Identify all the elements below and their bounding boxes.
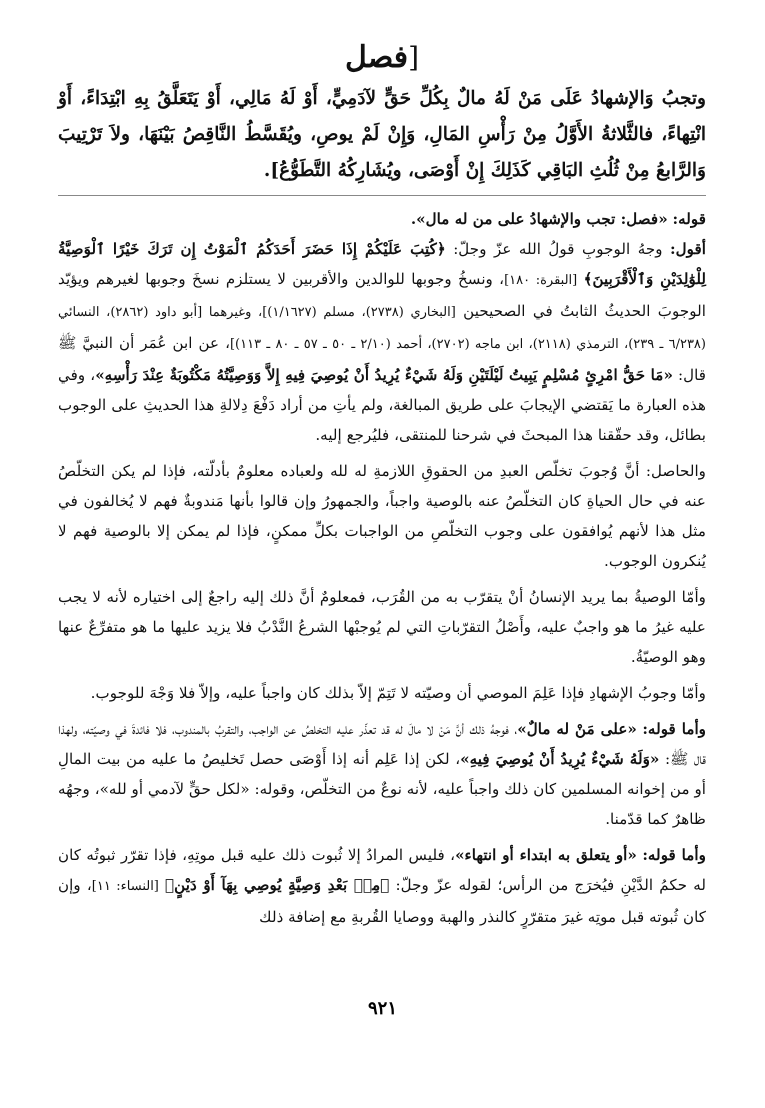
commentary-paragraph-4: وأمّا وجوبُ الإشهادِ فإذا عَلِمَ الموصي أن وصيّته لا تَتِمّ إلاّ بذلك كان واجباً عليه، وإلاّ فلا وَجْهَ للوجوب. bbox=[90, 684, 706, 702]
aqul-word: أقول: bbox=[670, 240, 706, 258]
hadith-text: «وَلَهُ شَيْءٌ يُرِيدُ أَنْ يُوصِيَ فِيهِ» bbox=[460, 750, 660, 768]
matn-quote: «فصل: تجب والإشهادُ على من له مال». bbox=[410, 210, 668, 228]
commentary-text: وجهُ الوجوبِ قولُ الله عزّ وجلّ: bbox=[453, 240, 663, 258]
verse-reference: [النساء: ١١] bbox=[91, 879, 159, 894]
section-title bbox=[58, 40, 706, 75]
commentary-paragraph-2: والحاصل: أنَّ وُجوبَ تخلّص العبدِ من الحقوقِ اللازمةِ له لله ولعباده معلومٌ بأدلّته، فإذا لم يكن التخلّصُ عنه في حال الحياةِ كان التخلّصُ عنه بالوصية واجباً، والجمهورُ وإن قالوا بأنها مَندوبةٌ فهم لا يُخالفون في مثل هذا لأنهم يُوافقون على وجوب التخلّصِ من الواجبات بكلِّ ممكنٍ، فإذا لم يمكن إلا بالوصية فهم لا يُنكرون الوجوب. bbox=[58, 462, 706, 570]
matn-text: وتجبُ وَالإشهادُ عَلَى مَنْ لَهُ مالٌ بِكُلِّ حَقٍّ لآدَمِيٍّ، أَوْ لَهُ مَالِي، أَوْ يَتَعَلَّقُ بِهِ ابْتِدَاءً، أَوْ انْتِهاءً، فالثَّلاثةُ الأَوَّلُ مِنْ رَأْسِ المَالِ، وَإِنْ لَمْ يوصِ، ويُقَسَّطُ النَّاقِصُ بَيْنَهَا، ولاَ تَرْتِيبَ وَالرَّابعُ مِنْ ثُلُثِ البَاقِي كَذَلِكَ إِنْ أَوْصَى، ويُشَارِكُهُ التَّطَوُّعُ]. bbox=[58, 88, 706, 181]
commentary-text: ، فليس المرادُ إلا ثُبوت ذلك عليه قبل موتِهِ، فإذا تقرّر ثبوتُه كان له حكمُ الدَّيْنِ فيُخرَج من الرأس؛ لقوله عزّ وجلّ: bbox=[58, 846, 707, 894]
commentary-text: ، وفي هذه العبارة ما يَقتضي الإيجابَ على طريق المبالغة، ولم يأتِ من أراد دَفْعَ دِلالةِ هذا الحديثِ على الوجوب بطائل، وقد حقّقنا هذا المبحثَ في شرحنا للمنتقى، فليُرجع إليه. bbox=[58, 366, 706, 444]
title-bracket: [ bbox=[408, 41, 419, 74]
commentary-text: ، وإن كان ثُبوته قبل موتِه غيرَ متقرّرٍ كالنذر والهبة ووصايا القُربةِ مع إضافة ذلك bbox=[58, 876, 706, 926]
section-title-text: فصل bbox=[344, 40, 409, 75]
commentary-paragraph-6 bbox=[58, 840, 706, 932]
lead-word: وأما قوله: bbox=[642, 846, 706, 864]
verse-reference: [البقرة: ١٨٠] bbox=[504, 273, 578, 288]
hadith-text: «مَا حَقُّ امْرِئٍ مُسْلِمٍ يَبِيتُ لَيْلَتَيْنِ وَلَهُ شَيْءٌ يُرِيدُ أَنْ يُوصِيَ فِيهِ إِلاَّ وَوَصِيَّتُهُ مَكْتُوبَةٌ عِنْدَ رَأْسِهِ» bbox=[95, 366, 673, 384]
lead-word: قوله: bbox=[672, 210, 706, 228]
page-number: ٩٢١ bbox=[367, 998, 397, 1018]
commentary-paragraph-1 bbox=[58, 204, 706, 450]
commentary-paragraph-3: وأمّا الوصيةُ بما يريد الإنسانُ أنْ يتقرّب به من القُرَب، فمعلومٌ أنَّ ذلك إليه راجعٌ إلى اختياره لأنه لا يجب عليه غيرُ ما هو واجبٌ عليه، وأَصْلُ التقرّباتِ التي لم يُوجبْها الشرعُ النَّدْبُ فلا يزيد عليها ما هو متفرِّعٌ عنها وهو الوصيّةُ. bbox=[58, 588, 706, 666]
commentary-text: ، ونسخُ وجوبها للوالدين والأقربين لا يستلزم نسخَ وجوبها لغيرهم ويؤيّد الوجوبَ الحديثُ الثابتُ في الصحيحين bbox=[58, 270, 706, 320]
lead-word: وأما قوله: bbox=[642, 720, 707, 738]
separator-line bbox=[58, 195, 706, 196]
commentary-text: ، عن ابن عُمَر أن النبيَّ ﷺ قال: bbox=[58, 334, 707, 384]
quran-verse: ﴿كُتِبَ عَلَيْكُمْ إِذَا حَضَرَ أَحَدَكُمُ ٱلْمَوْتُ إِن تَرَكَ خَيْرًا ٱلْوَصِيَّةُ لِلْوَٰلِدَيْنِ وَٱلْأَقْرَبِينَ﴾ bbox=[58, 240, 707, 288]
quran-verse: ﴿مِنۢ بَعْدِ وَصِيَّةٍ يُوصِي بِهَآ أَوْ دَيْنٍ﴾ bbox=[165, 876, 390, 894]
matn-quote: «على مَنْ له مالٌ» bbox=[517, 720, 637, 738]
page-body bbox=[58, 40, 706, 1100]
commentary-paragraph-5 bbox=[58, 714, 706, 834]
commentary-text: ، فوجهُ ذلك أنَّ مَنْ لا مالَ له قد تعذّر عليه التخلصُ عن الواجب، والتقربُ بالمندوب، فلا فائدةَ في وصيّته، ولهذا قال ﷺ: bbox=[58, 720, 707, 768]
commentary-text: ، لكن إذا عَلِم أنه إذا أَوْصَى حصل تَخليصُ ما عليه من بيت المالِ أو من إخوانه المسلمين كان ذلك واجباً عليه، لأنه نوعٌ من التخلّص، وقوله: «لكل حقٍّ لآدمي أو لله»، وجهُه ظاهرٌ كما قدّمنا. bbox=[58, 750, 706, 828]
hadith-references: [البخاري (٢٧٣٨)، مسلم (١/١٦٢٧)]، وغيرهما [أبو داود (٢٨٦٢)، النسائي (٦/٢٣٨ ـ ٢٣٩)، الترمذي (٢١١٨)، ابن ماجه (٢٧٠٢)، أحمد (٢/١٠ ـ ٥٠ ـ ٥٧ ـ ٨٠ ـ ١١٣)] bbox=[58, 305, 706, 352]
matn-quote: «أو يتعلق به ابتداء أو انتهاء» bbox=[455, 846, 637, 864]
